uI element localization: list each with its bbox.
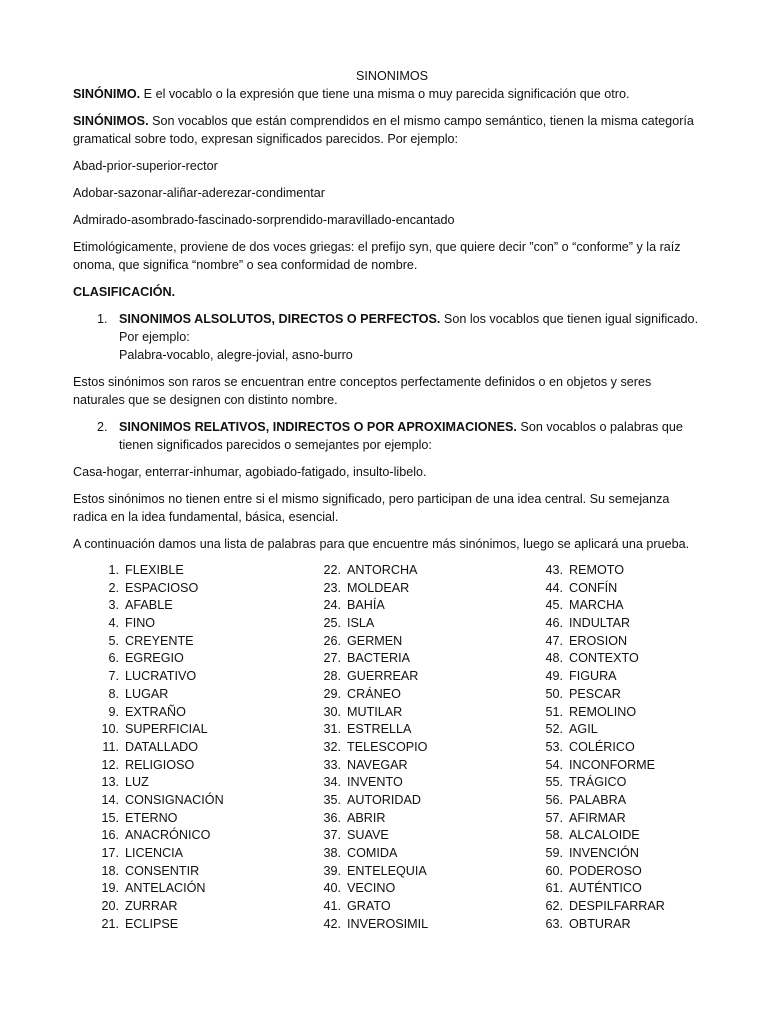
list-item [73, 774, 295, 792]
list-item-number: 16. [101, 828, 119, 843]
list-item-number: 20. [101, 899, 119, 914]
list-item-number: 13. [101, 775, 119, 790]
list-item-word: LUGAR [125, 686, 169, 701]
list-item-word: GERMEN [347, 633, 403, 648]
list-item-word: COMIDA [347, 846, 398, 860]
list-item-word: ESPACIOSO [125, 580, 199, 595]
list-item [295, 739, 517, 757]
classification-item-2: 2. SINONIMOS RELATIVOS, INDIRECTOS O POR APROXIMACIONES. Son vocablos o palabras que tienen significados parecidos o semejantes por ejemplo: [97, 420, 683, 452]
word-list-column-3 [517, 562, 739, 933]
example-line: Admirado-asombrado-fascinado-sorprendido-maravillado-encantado [73, 213, 455, 227]
list-item-word: FLEXIBLE [125, 563, 184, 577]
list-item-number: 56. [545, 792, 563, 807]
list-item [517, 562, 739, 580]
list-item-word: CONFÍN [569, 580, 618, 595]
list-item-word: AUTORIDAD [347, 792, 421, 807]
classification-term: SINONIMOS ALSOLUTOS, DIRECTOS O PERFECTOS. [119, 312, 441, 326]
list-item-number: 2. [108, 580, 119, 595]
list-item-number: 45. [545, 598, 563, 613]
list-item-word: BACTERIA [347, 651, 410, 666]
list-item-number: 17. [101, 846, 119, 860]
list-item [73, 580, 295, 598]
list-item [517, 898, 739, 916]
term-sinonimo: SINÓNIMO. [73, 87, 141, 101]
list-item-number: 9. [108, 704, 119, 719]
list-item [517, 863, 739, 881]
list-item-word: OBTURAR [569, 916, 631, 931]
list-item-word: ESTRELLA [347, 722, 412, 737]
list-item-word: INVENCIÓN [569, 846, 639, 860]
section-heading-clasificacion: CLASIFICACIÓN. [73, 285, 176, 299]
list-item-word: CONTEXTO [569, 651, 639, 666]
list-item-number: 47. [545, 633, 563, 648]
list-item-number: 1. [108, 563, 119, 577]
list-item-number: 6. [108, 651, 119, 666]
list-item [73, 810, 295, 828]
list-item-number: 26. [323, 633, 341, 648]
list-item [517, 704, 739, 722]
list-item [73, 597, 295, 615]
list-item [517, 633, 739, 651]
list-item-word: INVENTO [347, 775, 403, 790]
list-item [295, 597, 517, 615]
list-item-number: 60. [545, 863, 563, 878]
list-item [517, 827, 739, 845]
list-item [295, 810, 517, 828]
list-item [295, 633, 517, 651]
list-item-number: 24. [323, 598, 341, 613]
list-item [73, 615, 295, 633]
list-item [295, 880, 517, 898]
list-item-word: ZURRAR [125, 899, 178, 914]
list-item-word: ISLA [347, 616, 375, 631]
list-item-number: 58. [545, 828, 563, 843]
definition-sinonimo: SINÓNIMO. E el vocablo o la expresión que tiene una misma o muy parecida significación que otro. [73, 87, 630, 101]
list-item-word: EXTRAÑO [125, 704, 186, 719]
list-item [295, 704, 517, 722]
etymology-paragraph: Etimológicamente, proviene de dos voces griegas: el prefijo syn, que quiere decir ”con” o “conforme” y la raíz onoma, que significa “nombre” o sea conformidad de nombre. [73, 240, 681, 272]
list-item-number: 52. [545, 722, 563, 737]
list-item [295, 898, 517, 916]
list-item [517, 810, 739, 828]
list-item-number: 5. [108, 633, 119, 648]
list-item-number: 12. [101, 757, 119, 772]
list-item-number: 4. [108, 616, 119, 631]
list-item [517, 845, 739, 863]
list-item-number: 18. [101, 863, 119, 878]
list-item-number: 25. [323, 616, 341, 631]
list-item [73, 721, 295, 739]
list-item [73, 650, 295, 668]
list-item-number: 3. [108, 598, 119, 613]
list-item-number: 43. [545, 563, 563, 577]
list-item-word: MARCHA [569, 598, 624, 613]
list-item [517, 774, 739, 792]
list-item [517, 668, 739, 686]
list-item-word: DESPILFARRAR [569, 899, 665, 914]
list-item [73, 880, 295, 898]
list-item-word: AGIL [569, 722, 598, 737]
list-item-word: ANACRÓNICO [125, 828, 211, 843]
list-item-word: ANTELACIÓN [125, 881, 206, 896]
list-item-number: 14. [101, 792, 119, 807]
list-item-word: INVEROSIMIL [347, 916, 429, 931]
paragraph-idea-central: Estos sinónimos no tienen entre si el mismo significado, pero participan de una idea central. Su semejanza radica en la idea fundamental, básica, esencial. [73, 492, 670, 524]
list-item [73, 562, 295, 580]
list-item-word: MOLDEAR [347, 580, 410, 595]
list-item [295, 562, 517, 580]
word-list-column-2 [295, 562, 517, 933]
list-item-number: 29. [323, 686, 341, 701]
list-item-word: GUERREAR [347, 669, 419, 684]
list-item [295, 668, 517, 686]
list-item [73, 827, 295, 845]
list-item-number: 53. [545, 739, 563, 754]
list-item-word: ALCALOIDE [569, 828, 640, 843]
list-item [517, 880, 739, 898]
document-content [73, 67, 701, 933]
list-item-word: NAVEGAR [347, 757, 408, 772]
list-item-number: 55. [545, 775, 563, 790]
list-item-word: ENTELEQUIA [347, 863, 427, 878]
list-item-number: 40. [323, 881, 341, 896]
list-item-word: EGREGIO [125, 651, 184, 666]
list-item [73, 633, 295, 651]
list-item [73, 757, 295, 775]
list-item-number: 49. [545, 669, 563, 684]
list-item-number: 62. [545, 899, 563, 914]
list-item [295, 916, 517, 934]
list-item-word: VECINO [347, 881, 396, 896]
list-item-word: AUTÉNTICO [569, 881, 642, 896]
list-item-number: 7. [108, 669, 119, 684]
list-item-word: EROSION [569, 633, 628, 648]
list-item-word: SUPERFICIAL [125, 722, 208, 737]
list-item [517, 615, 739, 633]
list-item-word: FINO [125, 616, 156, 631]
word-list-column-1 [73, 562, 295, 933]
list-item-word: ECLIPSE [125, 916, 179, 931]
list-item-word: REMOTO [569, 563, 625, 577]
list-item [73, 704, 295, 722]
list-item-word: LICENCIA [125, 846, 184, 860]
list-item-word: ETERNO [125, 810, 178, 825]
list-item [73, 916, 295, 934]
list-item-number: 34. [323, 775, 341, 790]
list-item-number: 39. [323, 863, 341, 878]
word-list [73, 562, 701, 933]
list-item [295, 827, 517, 845]
list-item-number: 61. [545, 881, 563, 896]
list-item-word: AFIRMAR [569, 810, 626, 825]
list-item-number: 19. [101, 881, 119, 896]
list-item [295, 615, 517, 633]
list-item [295, 774, 517, 792]
list-item-word: DATALLADO [125, 739, 199, 754]
list-item [73, 898, 295, 916]
list-item-word: INDULTAR [569, 616, 631, 631]
list-item-number: 46. [545, 616, 563, 631]
list-item [73, 686, 295, 704]
list-item [295, 650, 517, 668]
list-item-word: LUCRATIVO [125, 669, 197, 684]
list-item [295, 863, 517, 881]
list-item-number: 33. [323, 757, 341, 772]
list-item-number: 51. [545, 704, 563, 719]
list-item [517, 721, 739, 739]
list-item-word: LUZ [125, 775, 149, 790]
list-item-number: 30. [323, 704, 341, 719]
list-item [295, 721, 517, 739]
list-item-number: 44. [545, 580, 563, 595]
list-item-word: CRÁNEO [347, 686, 401, 701]
list-item-number: 37. [323, 828, 341, 843]
list-item-word: CONSENTIR [125, 863, 200, 878]
list-item-number: 57. [545, 810, 563, 825]
list-item-number: 27. [323, 651, 341, 666]
list-item-number: 11. [102, 739, 119, 754]
classification-item-1: 1. SINONIMOS ALSOLUTOS, DIRECTOS O PERFECTOS. Son los vocablos que tienen igual significado. Por ejemplo: Palabra-vocablo, alegre-jovial, asno-burro [97, 312, 699, 362]
list-item-number: 38. [323, 846, 341, 860]
list-item-number: 22. [323, 563, 341, 577]
list-item [517, 686, 739, 704]
list-item [517, 739, 739, 757]
list-item [295, 580, 517, 598]
list-item-word: ABRIR [347, 810, 386, 825]
list-item-word: MUTILAR [347, 704, 403, 719]
list-item-word: PODEROSO [569, 863, 642, 878]
list-item-word: AFABLE [125, 598, 173, 613]
list-item [295, 792, 517, 810]
list-item [517, 580, 739, 598]
list-item [73, 845, 295, 863]
list-item [295, 757, 517, 775]
list-item-number: 21. [101, 916, 119, 931]
list-item-word: RELIGIOSO [125, 757, 195, 772]
list-item-number: 15. [101, 810, 119, 825]
list-item [295, 845, 517, 863]
list-item-word: COLÉRICO [569, 739, 635, 754]
list-item-number: 41. [323, 899, 341, 914]
list-item-number: 28. [323, 669, 341, 684]
document-title: SINONIMOS [355, 69, 429, 83]
list-item [517, 650, 739, 668]
example-line: Abad-prior-superior-rector [73, 159, 218, 173]
list-item-number: 54. [545, 757, 563, 772]
list-item-number: 35. [323, 792, 341, 807]
term-sinonimos: SINÓNIMOS. [73, 114, 149, 128]
list-item-word: FIGURA [569, 669, 617, 684]
list-item-number: 32. [323, 739, 341, 754]
definition-sinonimos: SINÓNIMOS. Son vocablos que están comprendidos en el mismo campo semántico, tienen la misma categoría gramatical sobre todo, expresan significados parecidos. Por ejemplo: [73, 114, 694, 146]
list-item-word: CREYENTE [125, 633, 194, 648]
list-item-word: PALABRA [569, 792, 627, 807]
list-item [295, 686, 517, 704]
list-item [517, 916, 739, 934]
list-item [73, 739, 295, 757]
list-item-word: CONSIGNACIÓN [125, 792, 224, 807]
list-item-word: BAHÍA [347, 598, 385, 613]
list-item-word: TELESCOPIO [347, 739, 428, 754]
list-item [517, 597, 739, 615]
list-item-word: TRÁGICO [569, 775, 627, 790]
list-item-number: 10. [101, 722, 119, 737]
list-item-number: 59. [545, 846, 563, 860]
list-item-number: 36. [323, 810, 341, 825]
list-item-number: 50. [545, 686, 563, 701]
list-item-number: 8. [108, 686, 119, 701]
list-item-word: PESCAR [569, 686, 621, 701]
list-item-word: GRATO [347, 899, 391, 914]
list-item [73, 792, 295, 810]
list-item-number: 63. [545, 916, 563, 931]
list-item-number: 42. [323, 916, 341, 931]
list-item-number: 23. [323, 580, 341, 595]
classification-term: SINONIMOS RELATIVOS, INDIRECTOS O POR APROXIMACIONES. [119, 420, 517, 434]
list-item-word: REMOLINO [569, 704, 637, 719]
paragraph-lista: A continuación damos una lista de palabras para que encuentre más sinónimos, luego se aplicará una prueba. [73, 537, 690, 551]
paragraph-raros: Estos sinónimos son raros se encuentran entre conceptos perfectamente definidos o en objetos y seres naturales que se designen con distinto nombre. [73, 375, 652, 407]
examples-relativos: Casa-hogar, enterrar-inhumar, agobiado-fatigado, insulto-libelo. [73, 465, 427, 479]
list-item-word: SUAVE [347, 828, 389, 843]
example-line: Adobar-sazonar-aliñar-aderezar-condimentar [73, 186, 325, 200]
list-item [73, 863, 295, 881]
list-item [517, 757, 739, 775]
list-item [73, 668, 295, 686]
list-item-word: INCONFORME [569, 757, 656, 772]
list-item-number: 48. [545, 651, 563, 666]
list-item-word: ANTORCHA [347, 563, 418, 577]
list-item-number: 31. [323, 722, 341, 737]
list-item [517, 792, 739, 810]
